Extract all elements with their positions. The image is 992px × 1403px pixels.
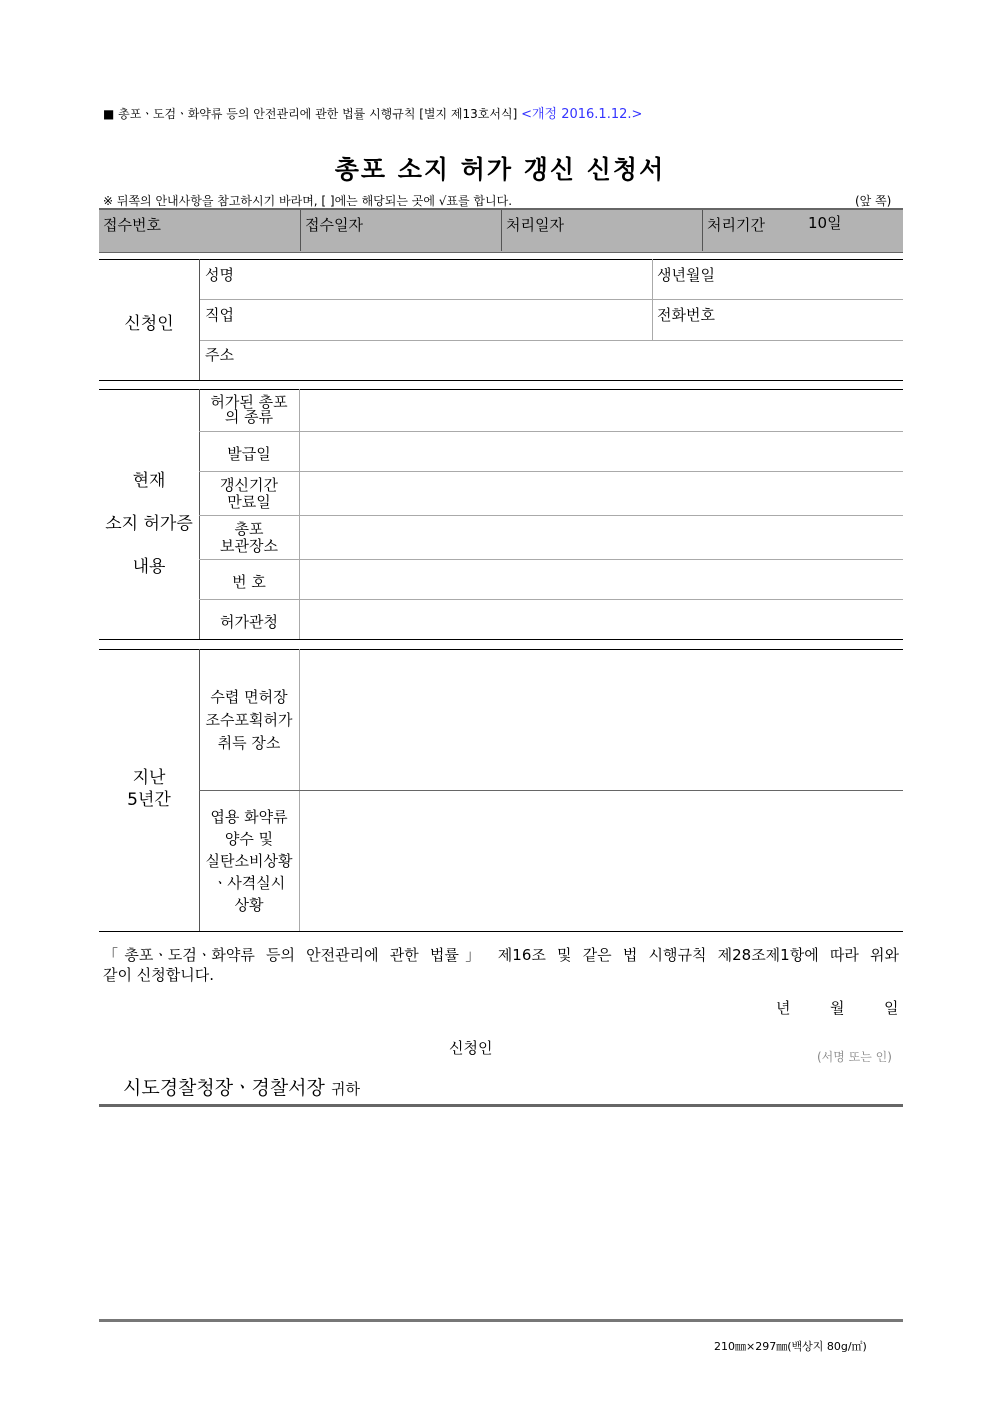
- address-field[interactable]: 주소: [205, 346, 234, 364]
- row-label: 의 종류: [224, 408, 274, 426]
- label-line: 5년간: [127, 790, 171, 810]
- row-label: 취득 장소: [217, 734, 281, 752]
- date-year[interactable]: 년: [776, 999, 791, 1017]
- statement-line1: 「총포ㆍ도검ㆍ화약류 등의 안전관리에 관한 법률」 제16조 및 같은 법 시행규칙 제28조제1항에 따라 위와: [103, 946, 899, 964]
- row-label: 보관장소: [220, 537, 278, 555]
- license-row-number: 번 호: [232, 573, 266, 591]
- name-field[interactable]: 성명: [205, 266, 234, 284]
- row-label: 조수포획허가: [205, 711, 293, 729]
- period-value: 10일: [808, 214, 842, 232]
- signer-label: 신청인: [449, 1039, 493, 1057]
- recipient: [123, 1073, 360, 1100]
- phone-field[interactable]: 전화번호: [657, 306, 715, 324]
- row-label: 수렵 면허장: [210, 688, 288, 706]
- row-label: 양수 및: [224, 830, 274, 848]
- date-day[interactable]: 일: [884, 999, 899, 1017]
- history-label: [99, 767, 199, 811]
- revision-text: <개정 2016.1.12.>: [521, 107, 643, 122]
- source-text: ■ 총포ㆍ도검ㆍ화약류 등의 안전관리에 관한 법률 시행규칙 [별지 제13호서식]: [103, 107, 518, 121]
- label-line: 소지 허가증: [105, 514, 193, 534]
- notice: ※ 뒤쪽의 안내사항을 참고하시기 바라며, [ ]에는 해당되는 곳에 √표를 합니다.: [103, 194, 513, 208]
- form-source: [103, 103, 642, 122]
- license-row-storage: [199, 521, 299, 555]
- receipt-date-label: 접수일자: [305, 216, 363, 234]
- page-title: 총포 소지 허가 갱신 신청서: [334, 155, 666, 184]
- row-label: 상황: [234, 896, 264, 914]
- row-label: 만료일: [227, 493, 271, 511]
- sign-placeholder[interactable]: (서명 또는 인): [817, 1050, 892, 1064]
- recipient-name: 시도경찰청장ㆍ경찰서장: [123, 1077, 325, 1099]
- label-line: 현재: [132, 471, 166, 491]
- row-label: 엽용 화약류: [210, 808, 288, 826]
- row-label: 총포: [234, 520, 264, 538]
- row-label: 실탄소비상황: [205, 852, 293, 870]
- page-side: (앞 쪽): [855, 194, 892, 208]
- history-row-hunting: [199, 686, 299, 755]
- license-label: [99, 460, 199, 589]
- license-row-issue-date: 발급일: [227, 445, 271, 463]
- process-date-label: 처리일자: [506, 216, 564, 234]
- paper-spec: 210㎜×297㎜(백상지 80g/㎡): [714, 1340, 867, 1353]
- row-label: 허가된 총포: [210, 393, 288, 411]
- receipt-no-label: 접수번호: [103, 216, 161, 234]
- license-row-expiry: [199, 477, 299, 511]
- license-row-authority: 허가관청: [220, 613, 278, 631]
- applicant-label: 신청인: [124, 314, 174, 334]
- date-month[interactable]: 월: [830, 999, 845, 1017]
- history-row-ammo: [199, 806, 299, 916]
- label-line: 지난: [132, 768, 166, 788]
- row-label: ㆍ사격실시: [212, 874, 286, 892]
- statement-line2: 같이 신청합니다.: [103, 966, 214, 984]
- row-label: 갱신기간: [220, 476, 278, 494]
- birth-field[interactable]: 생년월일: [657, 266, 715, 284]
- honorific: 귀하: [330, 1080, 360, 1098]
- license-row-gun-type: [199, 395, 299, 425]
- label-line: 내용: [132, 557, 166, 577]
- job-field[interactable]: 직업: [205, 306, 234, 324]
- period-label: 처리기간: [707, 216, 765, 234]
